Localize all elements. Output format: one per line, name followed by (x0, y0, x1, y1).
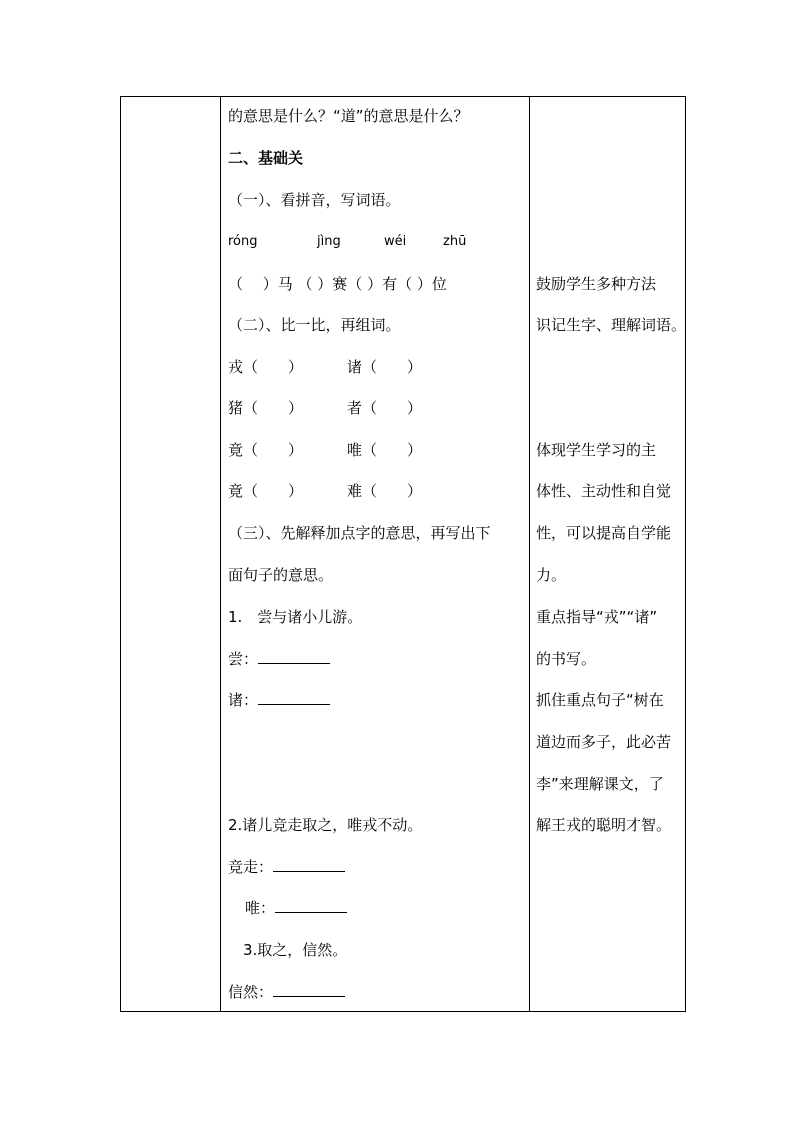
compare-left-4: 竟（ ） (228, 482, 304, 500)
answer-line-zhu (228, 690, 330, 710)
pinyin-word-blanks: （ ）马 （ ）赛（ ）有（ ）位 (228, 275, 447, 293)
answer-label: 诸： (228, 691, 259, 709)
note-3-line-1: 重点指导“戎”“诸” (536, 608, 658, 626)
answer-blank (258, 649, 330, 664)
note-4-line-2: 道边而多子，此必苦 (536, 733, 672, 751)
compare-right-4: 难（ ） (347, 482, 423, 500)
note-2-line-2: 体性、主动性和自觉 (536, 482, 672, 500)
section-title: 二、基础关 (228, 149, 304, 167)
note-3-line-2: 的书写。 (536, 650, 597, 668)
exercise-3-title-line1: （三）、先解释加点字的意思，再写出下 (228, 524, 491, 542)
column-divider-2 (529, 97, 530, 1011)
answer-label: 信然： (228, 983, 274, 1001)
pinyin-2: jìng (317, 234, 341, 249)
answer-line-chang (228, 649, 330, 669)
note-2-line-3: 性，可以提高自学能 (536, 524, 672, 542)
compare-right-2: 者（ ） (347, 399, 423, 417)
note-4-line-4: 解王戎的聪明才智。 (536, 816, 672, 834)
compare-right-1: 诸（ ） (347, 358, 423, 376)
answer-line-xinran (228, 982, 345, 1002)
answer-blank (275, 898, 347, 913)
question-continuation: 的意思是什么？“道”的意思是什么？ (228, 107, 469, 125)
answer-blank (258, 690, 330, 705)
pinyin-3: wéi (384, 234, 407, 249)
sentence-2: 2.诸儿竞走取之，唯戎不动。 (228, 816, 423, 834)
pinyin-4: zhū (443, 234, 467, 249)
compare-left-1: 戎（ ） (228, 358, 304, 376)
answer-line-wei (245, 898, 347, 918)
sentence-3: 3.取之，信然。 (243, 941, 348, 959)
answer-blank (273, 857, 345, 872)
answer-label: 竞走： (228, 858, 274, 876)
exercise-1-title: （一）、看拼音，写词语。 (228, 191, 401, 209)
answer-blank (273, 982, 345, 997)
compare-left-2: 猪（ ） (228, 399, 304, 417)
compare-left-3: 竟（ ） (228, 441, 304, 459)
pinyin-1: róng (228, 234, 258, 249)
note-4-line-1: 抓住重点句子“树在 (536, 691, 664, 709)
answer-label: 唯： (245, 899, 276, 917)
compare-right-3: 唯（ ） (347, 441, 423, 459)
note-1-line-1: 鼓励学生多种方法 (536, 275, 657, 293)
note-1-line-2: 识记生字、理解词语。 (536, 316, 687, 334)
note-2-line-4: 力。 (536, 566, 567, 584)
column-divider-1 (220, 97, 221, 1011)
answer-line-jingzou (228, 857, 345, 877)
exercise-2-title: （二）、比一比，再组词。 (228, 316, 401, 334)
sentence-1: 1. 尝与诸小儿游。 (228, 608, 363, 626)
note-2-line-1: 体现学生学习的主 (536, 441, 657, 459)
answer-label: 尝： (228, 650, 259, 668)
exercise-3-title-line2: 面句子的意思。 (228, 566, 334, 584)
note-4-line-3: 李”来理解课文，了 (536, 775, 664, 793)
